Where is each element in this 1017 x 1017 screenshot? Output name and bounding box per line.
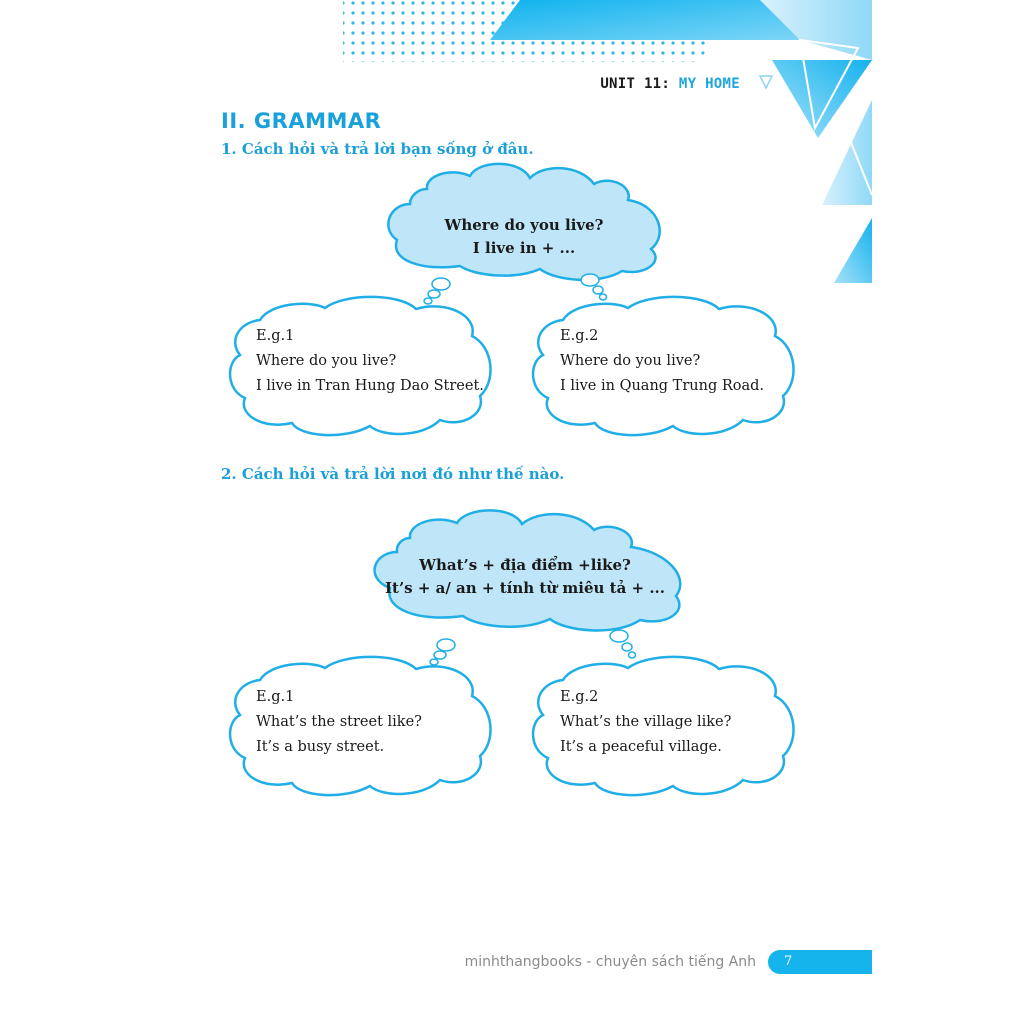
unit-label: UNIT 11: (600, 76, 671, 92)
main-cloud-2-question: What’s + địa điểm +like? (419, 556, 631, 574)
example-label: E.g.2 (560, 689, 599, 705)
example-label: E.g.2 (560, 328, 599, 344)
main-cloud-1-answer: I live in + ... (472, 239, 576, 257)
example-answer: It’s a busy street. (256, 739, 385, 755)
main-cloud-1-text (400, 214, 648, 260)
part1-heading: 1. Cách hỏi và trả lời bạn sống ở đâu. (221, 140, 534, 158)
page-number: 7 (784, 954, 793, 969)
publisher-footer: minhthangbooks - chuyên sách tiếng Anh (464, 954, 756, 970)
unit-heading (560, 76, 740, 92)
example-answer: I live in Tran Hung Dao Street. (256, 378, 484, 394)
section-title: II. GRAMMAR (221, 109, 382, 133)
example-question: What’s the street like? (256, 714, 422, 730)
example-1b-text (560, 324, 764, 399)
part2-heading: 2. Cách hỏi và trả lời nơi đó như thế nào. (221, 465, 565, 483)
example-question: Where do you live? (560, 353, 701, 369)
example-question: Where do you live? (256, 353, 397, 369)
example-1a-text (256, 324, 484, 399)
example-2b-text (560, 685, 731, 760)
main-cloud-1-question: Where do you live? (444, 216, 604, 234)
example-answer: I live in Quang Trung Road. (560, 378, 765, 394)
main-cloud-2-text (380, 554, 670, 600)
bubble-connectors-2 (430, 630, 636, 665)
example-question: What’s the village like? (560, 714, 732, 730)
example-label: E.g.1 (256, 689, 295, 705)
example-label: E.g.1 (256, 328, 295, 344)
main-cloud-2-answer: It’s + a/ an + tính từ miêu tả + ... (385, 579, 665, 597)
unit-title: MY HOME (678, 76, 740, 92)
example-answer: It’s a peaceful village. (560, 739, 722, 755)
example-2a-text (256, 685, 422, 760)
